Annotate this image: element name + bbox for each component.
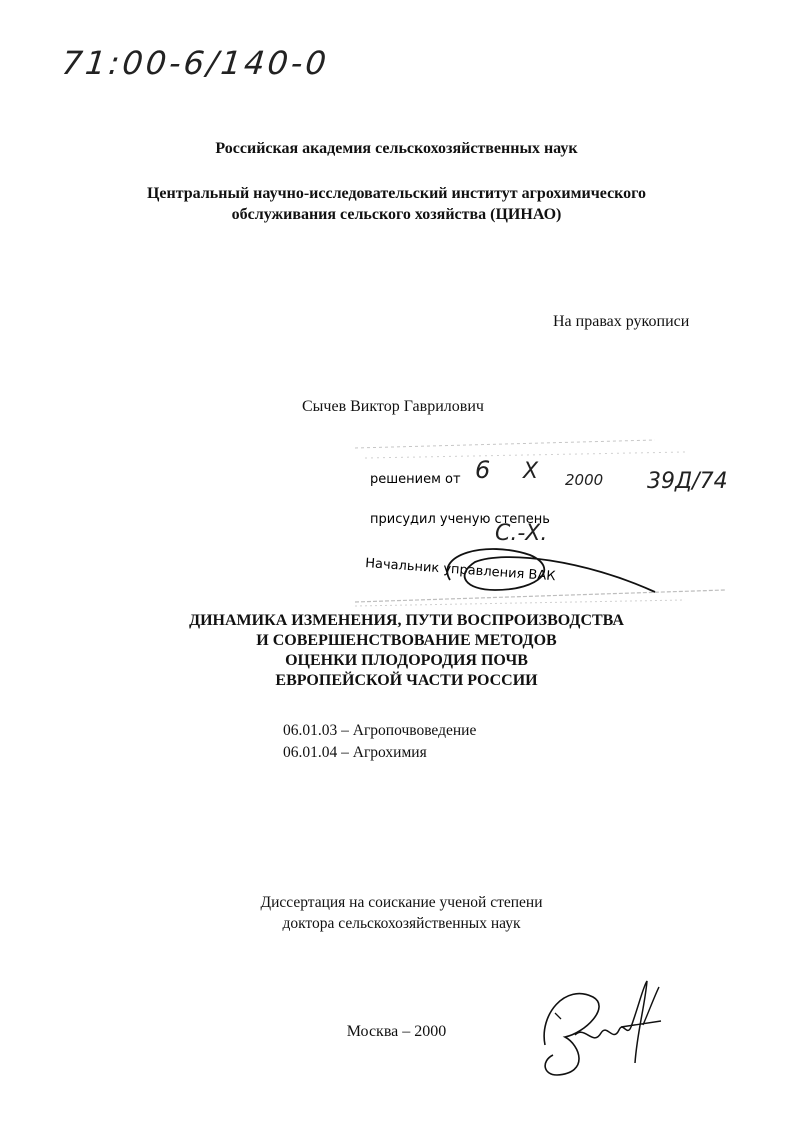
city-year: Москва – 2000 bbox=[346, 1023, 447, 1040]
title-line: ДИНАМИКА ИЗМЕНЕНИЯ, ПУТИ ВОСПРОИЗВОДСТВА bbox=[189, 612, 624, 629]
vak-stamp bbox=[355, 430, 735, 610]
institute-line: обслуживания сельского хозяйства (ЦИНАО) bbox=[231, 206, 562, 223]
specialty-item: 06.01.03 – Агропочвоведение bbox=[283, 722, 477, 739]
stamp-date-day: 6 bbox=[475, 456, 491, 484]
degree-line: доктора сельскохозяйственных наук bbox=[282, 915, 521, 932]
title-line: И СОВЕРШЕНСТВОВАНИЕ МЕТОДОВ bbox=[256, 632, 557, 649]
title-line: ОЦЕНКИ ПЛОДОРОДИЯ ПОЧВ bbox=[285, 652, 528, 669]
stamp-decision-number: 39Д/74 bbox=[647, 469, 728, 494]
institute-name bbox=[90, 183, 703, 225]
rights-note: На правах рукописи bbox=[553, 313, 690, 330]
degree-statement bbox=[150, 892, 653, 934]
stamp-date-month: X bbox=[523, 459, 539, 484]
dissertation-title bbox=[100, 611, 713, 691]
institute-line: Центральный научно-исследовательский институт агрохимического bbox=[146, 185, 647, 202]
specialty-item: 06.01.04 – Агрохимия bbox=[283, 744, 427, 761]
stamp-line-head: Начальник управления ВАК bbox=[364, 556, 556, 585]
author-signature bbox=[535, 975, 665, 1080]
title-line: ЕВРОПЕЙСКОЙ ЧАСТИ РОССИИ bbox=[275, 672, 538, 689]
author-name: Сычев Виктор Гаврилович bbox=[302, 398, 484, 415]
handwritten-catalog-number: 71:00-6/140-0 bbox=[60, 44, 331, 82]
degree-line: Диссертация на соискание ученой степени bbox=[260, 894, 543, 911]
academy-name: Российская академия сельскохозяйственных наук bbox=[215, 140, 578, 157]
stamp-line-decision: решением от bbox=[370, 472, 461, 487]
specialties-list bbox=[283, 720, 476, 764]
stamp-date-year: 2000 bbox=[565, 471, 604, 489]
stamp-degree-handwritten: С.-Х. bbox=[495, 521, 548, 546]
stamp-line-degree: присудил ученую степень bbox=[370, 512, 550, 527]
